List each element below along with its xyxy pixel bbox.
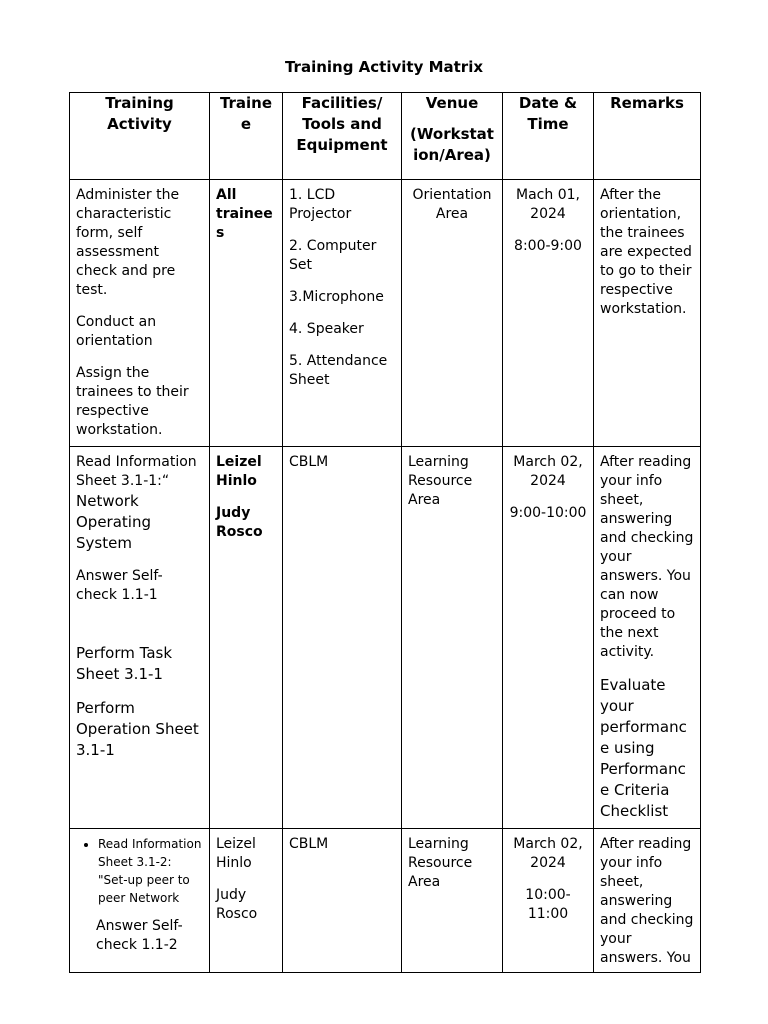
facility-item: 3.Microphone	[289, 289, 384, 305]
facility-item: 4. Speaker	[289, 321, 364, 337]
date-text: March 02, 2024	[513, 836, 583, 871]
training-activity-table	[69, 92, 701, 973]
date-time-cell	[503, 447, 594, 829]
trainee-name: Judy Rosco	[216, 887, 258, 922]
date-text: Mach 01, 2024	[516, 187, 580, 222]
activity-text: Perform Operation Sheet 3.1-1	[76, 699, 199, 759]
trainee-name: All trainees	[216, 187, 273, 241]
activity-cell	[70, 180, 210, 447]
facility-item: 5. Attendance Sheet	[289, 353, 388, 388]
activity-text: Assign the trainees to their respective workstation.	[76, 365, 189, 438]
facility-item: 1. LCD Projector	[289, 187, 352, 222]
header-venue	[402, 93, 503, 180]
header-remarks: Remarks	[594, 93, 701, 180]
trainee-cell	[210, 829, 283, 973]
activity-text: Answer Self-check 1.1-2	[96, 918, 183, 953]
activity-cell	[70, 447, 210, 829]
trainee-name: Judy Rosco	[216, 505, 263, 540]
activity-cell	[70, 829, 210, 973]
remarks-cell: After reading your info sheet, answering and checking your answers. You	[594, 829, 701, 973]
remarks-text: After reading your info sheet, answering and checking your answers. You can now proceed to the next activity.	[600, 454, 694, 660]
trainee-name: Leizel Hinlo	[216, 836, 256, 871]
activity-text: Answer Self-check 1.1-1	[76, 568, 163, 603]
venue-cell: Learning Resource Area	[402, 447, 503, 829]
activity-text: Perform Task Sheet 3.1-1	[76, 644, 173, 683]
remarks-text: Evaluate your performance using Performance Criteria Checklist	[600, 676, 687, 820]
activity-bullet-item: • Read Information Sheet 3.1-2: "Set-up peer to peer Network	[98, 835, 203, 907]
table-header-row	[70, 93, 701, 180]
header-date-time: Date & Time	[503, 93, 594, 180]
date-text: March 02, 2024	[513, 454, 583, 489]
activity-text: Conduct an orientation	[76, 314, 157, 349]
table-row	[70, 829, 701, 973]
table-row	[70, 447, 701, 829]
venue-cell: Orientation Area	[402, 180, 503, 447]
activity-text: Administer the characteristic form, self assessment check and pre test.	[76, 187, 180, 298]
date-time-cell	[503, 180, 594, 447]
header-venue-sub: (Workstation/Area)	[410, 125, 494, 164]
time-text: 9:00-10:00	[509, 505, 587, 521]
header-facilities: Facilities/ Tools and Equipment	[283, 93, 402, 180]
table-row	[70, 180, 701, 447]
remarks-cell	[594, 180, 701, 447]
venue-cell: Learning Resource Area	[402, 829, 503, 973]
activity-text: Network Operating System	[76, 492, 151, 552]
facilities-cell	[283, 180, 402, 447]
header-trainee: Trainee	[210, 93, 283, 180]
facilities-cell: CBLM	[283, 829, 402, 973]
trainee-cell	[210, 180, 283, 447]
activity-text: Read Information Sheet 3.1-1:“	[76, 454, 197, 489]
remarks-text: After the orientation, the trainees are expected to go to their respective workstation.	[600, 187, 692, 317]
facilities-cell: CBLM	[283, 447, 402, 829]
time-text: 8:00-9:00	[514, 238, 582, 254]
header-training-activity: Training Activity	[70, 93, 210, 180]
time-text: 10:00-11:00	[525, 887, 571, 922]
facility-item: 2. Computer Set	[289, 238, 377, 273]
trainee-cell	[210, 447, 283, 829]
trainee-name: Leizel Hinlo	[216, 454, 262, 489]
header-venue-label: Venue	[425, 94, 479, 112]
activity-bullet-list	[76, 835, 203, 907]
remarks-cell	[594, 447, 701, 829]
date-time-cell	[503, 829, 594, 973]
document-title: Training Activity Matrix	[284, 58, 484, 76]
